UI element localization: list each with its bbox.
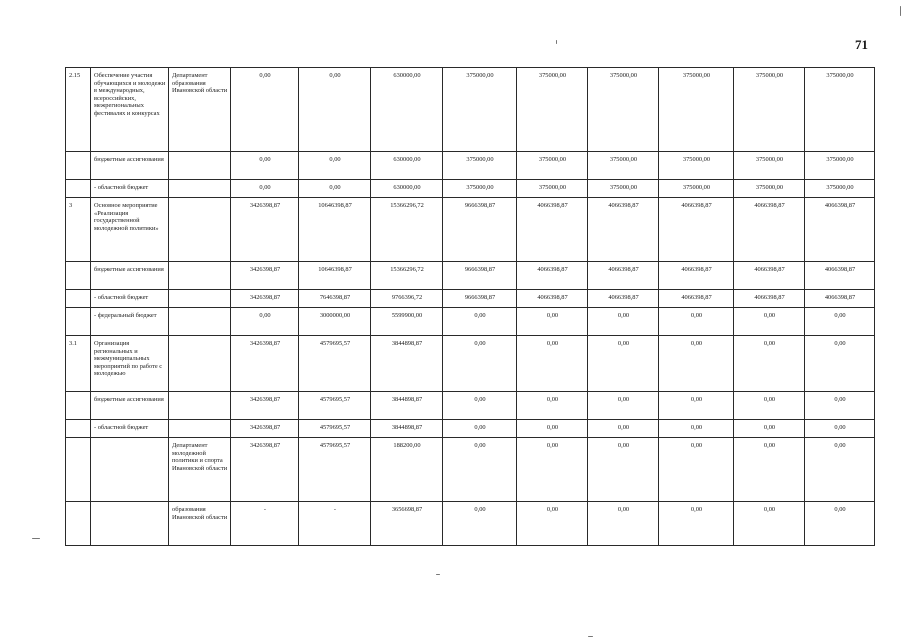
value-cell: 0,00: [231, 308, 299, 336]
table-row: [66, 198, 875, 262]
value-cell: 0,00: [588, 438, 659, 502]
value-cell: 15366296,72: [371, 262, 443, 290]
row-responsible-cell: Департамент молодежной политики и спорта Ивановской области: [169, 438, 231, 502]
scan-speck: [436, 574, 440, 575]
value-cell: 0,00: [299, 180, 371, 198]
value-cell: 375000,00: [734, 152, 805, 180]
value-cell: 0,00: [734, 502, 805, 546]
value-cell: 0,00: [659, 308, 734, 336]
value-cell: 375000,00: [659, 68, 734, 152]
value-cell: 0,00: [231, 68, 299, 152]
value-cell: 0,00: [517, 502, 588, 546]
value-cell: 0,00: [517, 308, 588, 336]
value-cell: 3656698,87: [371, 502, 443, 546]
value-cell: 375000,00: [517, 152, 588, 180]
row-index-cell: [66, 502, 91, 546]
value-cell: 0,00: [588, 420, 659, 438]
value-cell: 0,00: [734, 336, 805, 392]
value-cell: -: [299, 502, 371, 546]
value-cell: 0,00: [805, 438, 875, 502]
row-description-cell: Обеспечение участия обучающихся и молодежи в международных, всероссийских, межрегиональных фестивалях и конкурсах: [91, 68, 169, 152]
row-index-cell: [66, 438, 91, 502]
value-cell: -: [231, 502, 299, 546]
value-cell: 3426398,87: [231, 420, 299, 438]
table-row: [66, 502, 875, 546]
row-description-cell: бюджетные ассигнования: [91, 152, 169, 180]
value-cell: 0,00: [805, 502, 875, 546]
value-cell: 0,00: [734, 420, 805, 438]
value-cell: 0,00: [588, 336, 659, 392]
table-row: [66, 392, 875, 420]
row-description-cell: [91, 502, 169, 546]
value-cell: 375000,00: [659, 180, 734, 198]
value-cell: 375000,00: [588, 68, 659, 152]
row-index-cell: [66, 180, 91, 198]
row-responsible-cell: [169, 262, 231, 290]
value-cell: 375000,00: [805, 180, 875, 198]
value-cell: 9666398,87: [443, 262, 517, 290]
value-cell: 4066398,87: [805, 290, 875, 308]
value-cell: 0,00: [517, 392, 588, 420]
value-cell: 375000,00: [734, 68, 805, 152]
table-row: [66, 68, 875, 152]
value-cell: 375000,00: [805, 152, 875, 180]
row-responsible-cell: [169, 420, 231, 438]
value-cell: 0,00: [805, 392, 875, 420]
value-cell: 0,00: [588, 308, 659, 336]
row-description-cell: - областной бюджет: [91, 420, 169, 438]
row-index-cell: [66, 392, 91, 420]
row-index-cell: 3: [66, 198, 91, 262]
row-responsible-cell: [169, 308, 231, 336]
row-description-cell: - федеральный бюджет: [91, 308, 169, 336]
row-description-cell: - областной бюджет: [91, 180, 169, 198]
value-cell: 3426398,87: [231, 262, 299, 290]
value-cell: 4066398,87: [517, 198, 588, 262]
value-cell: 630000,00: [371, 180, 443, 198]
value-cell: 0,00: [805, 420, 875, 438]
value-cell: 0,00: [231, 152, 299, 180]
row-description-cell: бюджетные ассигнования: [91, 392, 169, 420]
value-cell: 0,00: [805, 336, 875, 392]
row-index-cell: [66, 308, 91, 336]
value-cell: 0,00: [443, 502, 517, 546]
value-cell: 0,00: [588, 392, 659, 420]
value-cell: 0,00: [659, 502, 734, 546]
table-row: [66, 420, 875, 438]
value-cell: 375000,00: [443, 180, 517, 198]
value-cell: 4066398,87: [659, 198, 734, 262]
scan-speck: [588, 636, 593, 637]
table-row: [66, 262, 875, 290]
value-cell: 0,00: [659, 420, 734, 438]
value-cell: 3844898,87: [371, 336, 443, 392]
value-cell: 4066398,87: [659, 262, 734, 290]
value-cell: 10646398,87: [299, 262, 371, 290]
row-responsible-cell: образования Ивановской области: [169, 502, 231, 546]
value-cell: 375000,00: [805, 68, 875, 152]
table-row: [66, 152, 875, 180]
value-cell: 9666398,87: [443, 290, 517, 308]
value-cell: 375000,00: [588, 152, 659, 180]
table-row: [66, 336, 875, 392]
value-cell: 0,00: [734, 438, 805, 502]
value-cell: 3426398,87: [231, 198, 299, 262]
row-responsible-cell: [169, 152, 231, 180]
row-responsible-cell: [169, 392, 231, 420]
value-cell: 4066398,87: [588, 290, 659, 308]
row-description-cell: Организация региональных и межмуниципальных мероприятий по работе с молодежью: [91, 336, 169, 392]
value-cell: 0,00: [443, 438, 517, 502]
row-index-cell: [66, 152, 91, 180]
value-cell: 10646398,87: [299, 198, 371, 262]
row-description-cell: бюджетные ассигнования: [91, 262, 169, 290]
value-cell: 0,00: [588, 502, 659, 546]
value-cell: 375000,00: [734, 180, 805, 198]
value-cell: 0,00: [659, 438, 734, 502]
table-row: [66, 290, 875, 308]
scan-speck: [900, 6, 901, 16]
row-description-cell: - областной бюджет: [91, 290, 169, 308]
value-cell: 4066398,87: [659, 290, 734, 308]
row-responsible-cell: [169, 198, 231, 262]
value-cell: 3000000,00: [299, 308, 371, 336]
value-cell: 0,00: [659, 392, 734, 420]
value-cell: 4066398,87: [805, 262, 875, 290]
value-cell: 0,00: [231, 180, 299, 198]
value-cell: 375000,00: [443, 68, 517, 152]
value-cell: 0,00: [517, 336, 588, 392]
value-cell: 0,00: [299, 152, 371, 180]
value-cell: 15366296,72: [371, 198, 443, 262]
value-cell: 4579695,57: [299, 438, 371, 502]
value-cell: 0,00: [659, 336, 734, 392]
value-cell: 5599900,00: [371, 308, 443, 336]
row-index-cell: [66, 262, 91, 290]
value-cell: 0,00: [443, 308, 517, 336]
row-index-cell: [66, 290, 91, 308]
value-cell: 4066398,87: [588, 198, 659, 262]
scan-speck: [32, 538, 40, 539]
value-cell: 0,00: [734, 308, 805, 336]
scan-speck: [556, 40, 557, 44]
budget-table: [65, 67, 875, 546]
value-cell: 3426398,87: [231, 336, 299, 392]
value-cell: 0,00: [517, 420, 588, 438]
value-cell: 4579695,57: [299, 420, 371, 438]
value-cell: 0,00: [299, 68, 371, 152]
value-cell: 375000,00: [517, 180, 588, 198]
value-cell: 0,00: [805, 308, 875, 336]
page-number: 71: [855, 37, 868, 52]
value-cell: 630000,00: [371, 152, 443, 180]
value-cell: 375000,00: [517, 68, 588, 152]
value-cell: 375000,00: [588, 180, 659, 198]
value-cell: 3844898,87: [371, 392, 443, 420]
value-cell: 0,00: [443, 392, 517, 420]
row-responsible-cell: [169, 336, 231, 392]
value-cell: 4066398,87: [805, 198, 875, 262]
value-cell: 4066398,87: [734, 198, 805, 262]
row-index-cell: 2.15: [66, 68, 91, 152]
value-cell: 375000,00: [659, 152, 734, 180]
value-cell: 7646398,87: [299, 290, 371, 308]
table-row: [66, 438, 875, 502]
table-row: [66, 180, 875, 198]
value-cell: 3426398,87: [231, 290, 299, 308]
value-cell: 4066398,87: [734, 262, 805, 290]
value-cell: 3426398,87: [231, 438, 299, 502]
value-cell: 4066398,87: [588, 262, 659, 290]
table-row: [66, 308, 875, 336]
row-index-cell: [66, 420, 91, 438]
value-cell: 4579695,57: [299, 336, 371, 392]
value-cell: 0,00: [443, 420, 517, 438]
value-cell: 0,00: [734, 392, 805, 420]
row-responsible-cell: [169, 290, 231, 308]
row-responsible-cell: [169, 180, 231, 198]
row-description-cell: Основное мероприятие «Реализация государственной молодежной политики»: [91, 198, 169, 262]
value-cell: 3426398,87: [231, 392, 299, 420]
value-cell: 375000,00: [443, 152, 517, 180]
value-cell: 9766396,72: [371, 290, 443, 308]
value-cell: 4066398,87: [734, 290, 805, 308]
row-index-cell: 3.1: [66, 336, 91, 392]
value-cell: 0,00: [517, 438, 588, 502]
row-responsible-cell: Департамент образования Ивановской области: [169, 68, 231, 152]
value-cell: 630000,00: [371, 68, 443, 152]
value-cell: 188200,00: [371, 438, 443, 502]
value-cell: 9666398,87: [443, 198, 517, 262]
value-cell: 4066398,87: [517, 262, 588, 290]
row-description-cell: [91, 438, 169, 502]
value-cell: 0,00: [443, 336, 517, 392]
value-cell: 3844898,87: [371, 420, 443, 438]
value-cell: 4579695,57: [299, 392, 371, 420]
value-cell: 4066398,87: [517, 290, 588, 308]
